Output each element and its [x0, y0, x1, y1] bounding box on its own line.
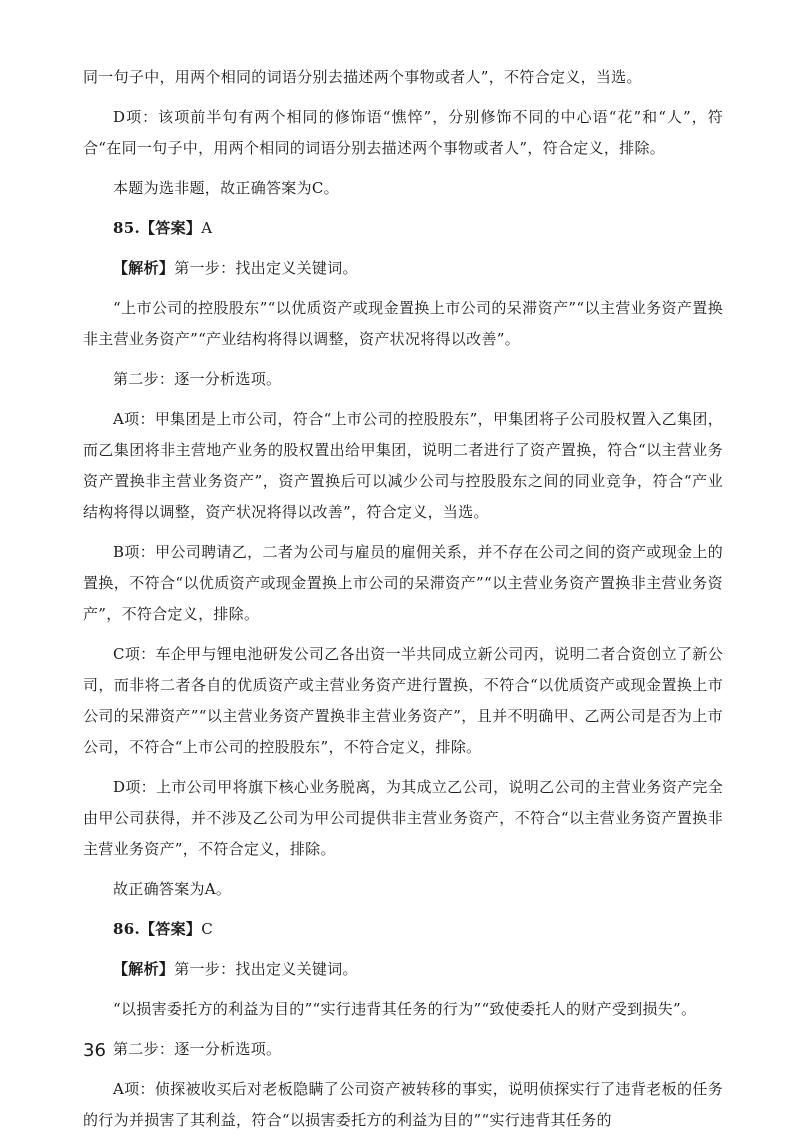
paragraph: “以损害委托方的利益为目的”“实行违背其任务的行为”“致使委托人的财产受到损失”。	[113, 1000, 697, 1018]
paragraph: 本题为选非题，故正确答案为C。	[113, 179, 339, 197]
analysis-heading: 【解析】第一步：找出定义关键词。	[113, 960, 358, 978]
answer-label: 85.【答案】	[113, 219, 202, 237]
paragraph: 同一句子中，用两个相同的词语分别去描述两个事物或者人”，不符合定义，当选。	[83, 68, 642, 86]
paragraph: 故正确答案为A。	[113, 880, 232, 898]
paragraph: A项：甲集团是上市公司，符合“上市公司的控股股东”，甲集团将子公司股权置入乙集团，而乙集团将非主营地产业务的股权置出给甲集团，说明二者进行了资产置换，符合“以主营业务资产置换非主营业务资产”，资产置换后可以减少公司与控股股东之间的同业竞争，符合“产业结构将得以调整，资产状况将得以改善”，符合定义，当选。	[83, 410, 723, 521]
paragraph: B项：甲公司聘请乙，二者为公司与雇员的雇佣关系，并不存在公司之间的资产或现金上的置换，不符合“以优质资产或现金置换上市公司的呆滞资产”“以主营业务资产置换非主营业务资产”，不符合定义，排除。	[83, 543, 723, 623]
analysis-heading: 【解析】第一步：找出定义关键词。	[113, 259, 358, 277]
paragraph: C项：车企甲与锂电池研发公司乙各出资一半共同成立新公司丙，说明二者合资创立了新公司，而非将二者各自的优质资产或主营业务资产进行置换，不符合“以优质资产或现金置换上市公司的呆滞资产”“以主营业务资产置换非主营业务资产”，且并不明确甲、乙两公司是否为上市公司，不符合“上市公司的控股股东”，不符合定义，排除。	[83, 645, 723, 756]
page-content	[83, 62, 723, 1145]
page-number: 36	[83, 1040, 106, 1061]
answer-label: 86.【答案】	[113, 920, 202, 938]
analysis-label: 【解析】	[113, 259, 175, 277]
analysis-label: 【解析】	[113, 960, 175, 978]
answer-heading: 86.【答案】C	[113, 920, 213, 938]
paragraph: D项：该项前半句有两个相同的修饰语“憔悴”，分别修饰不同的中心语“花”和“人”，符合“在同一句子中，用两个相同的词语分别去描述两个事物或者人”，符合定义，排除。	[83, 108, 723, 157]
paragraph: D项：上市公司甲将旗下核心业务脱离，为其成立乙公司，说明乙公司的主营业务资产完全由甲公司获得，并不涉及乙公司为甲公司提供非主营业务资产，不符合“以主营业务资产置换非主营业务资产”，不符合定义，排除。	[83, 778, 723, 858]
paragraph: 第二步：逐一分析选项。	[113, 1040, 282, 1058]
paragraph: “上市公司的控股股东”“以优质资产或现金置换上市公司的呆滞资产”“以主营业务资产置换非主营业务资产”“产业结构将得以调整，资产状况将得以改善”。	[83, 299, 723, 348]
paragraph: A项：侦探被收买后对老板隐瞒了公司资产被转移的事实，说明侦探实行了违背老板的任务的行为并损害了其利益，符合“以损害委托方的利益为目的”“实行违背其任务的	[83, 1080, 723, 1129]
answer-heading: 85.【答案】A	[113, 219, 213, 237]
paragraph: 第二步：逐一分析选项。	[113, 370, 282, 388]
